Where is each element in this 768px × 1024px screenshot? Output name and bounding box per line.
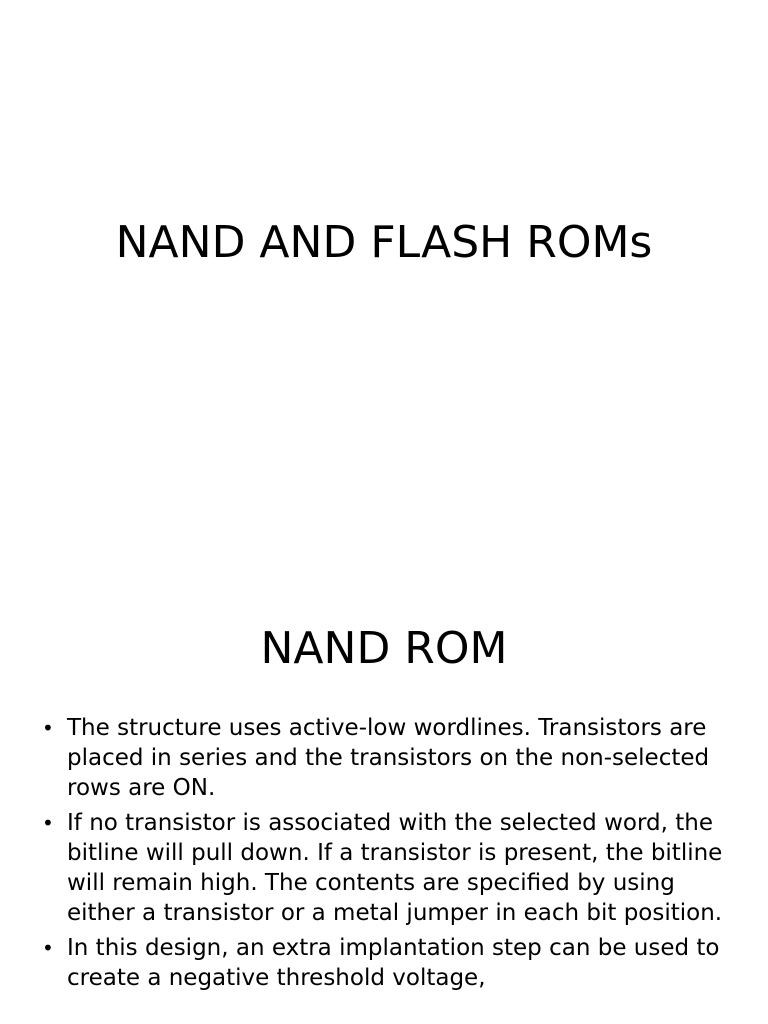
bullet-item — [42, 933, 732, 993]
bullet-item — [42, 713, 732, 803]
bullet-icon: • — [42, 716, 54, 740]
bullet-icon: • — [42, 936, 54, 960]
presentation-title: NAND AND FLASH ROMs — [115, 217, 653, 268]
bullet-item — [42, 808, 732, 928]
bullet-text: If no transistor is associated with the selected word, the bitline will pull down. If a transistor is present, the bitline will remain high. The contents are specified by using either a transistor or a metal jumper in each bit position. — [67, 810, 723, 926]
slide-heading: NAND ROM — [260, 623, 508, 674]
bullet-list — [42, 713, 732, 998]
bullet-text: The structure uses active-low wordlines. Transistors are placed in series and the transistors on the non-selected rows are ON. — [67, 715, 710, 801]
bullet-text: In this design, an extra implantation step can be used to create a negative threshold voltage, — [67, 935, 720, 991]
bullet-icon: • — [42, 811, 54, 835]
nand-rom-slide — [0, 576, 768, 1024]
